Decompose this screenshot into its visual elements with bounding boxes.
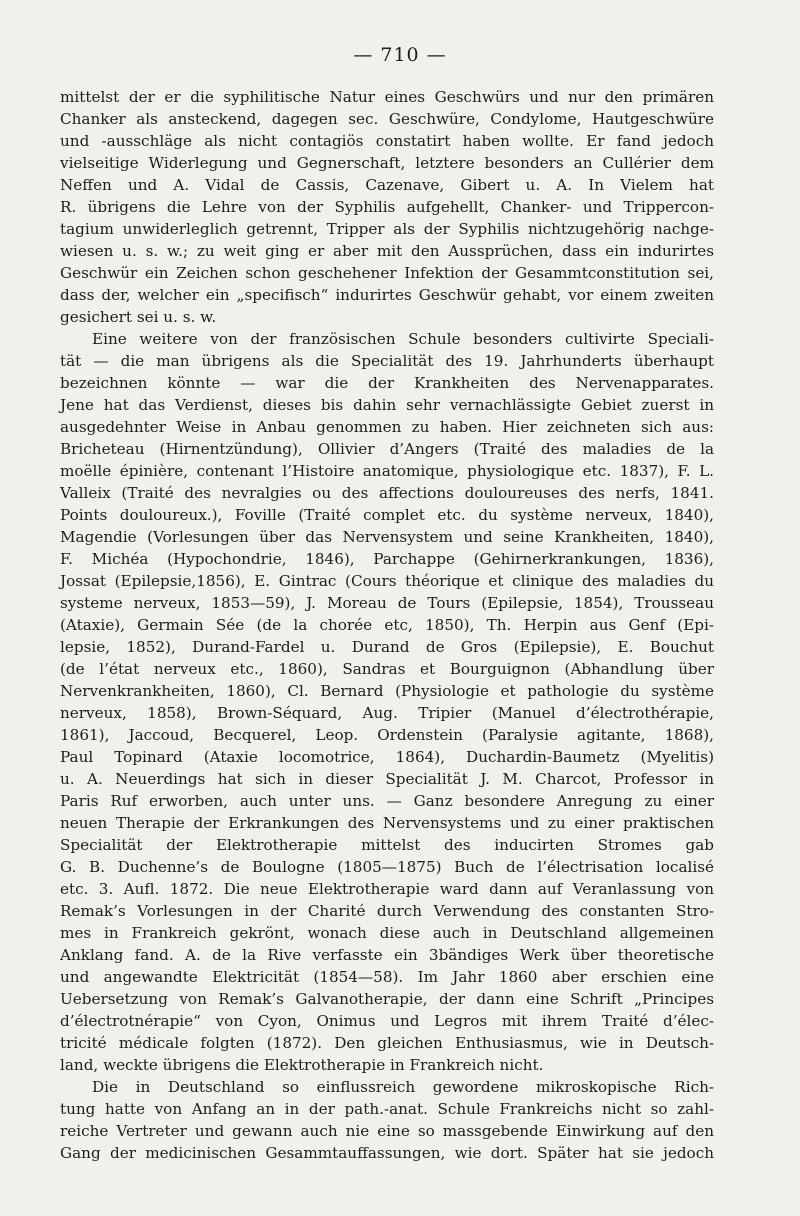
text-line: tagium unwiderleglich getrennt, Tripper als der Syphilis nichtzugehörig nachge- (60, 220, 714, 238)
text-line: mes in Frankreich gekrönt, wonach diese auch in Deutschland allgemeinen (60, 924, 714, 942)
text-line: Anklang fand. A. de la Rive verfasste ein 3bändiges Werk über theoretische (60, 946, 714, 964)
text-line: d’électrotnérapie“ von Cyon, Onimus und Legros mit ihrem Traité d’élec- (60, 1012, 714, 1030)
text-line: reiche Vertreter und gewann auch nie eine so massgebende Einwirkung auf den (60, 1122, 714, 1140)
text-line: 1861), Jaccoud, Becquerel, Leop. Ordenstein (Paralysie agitante, 1868), (60, 726, 714, 744)
text-line: und -ausschläge als nicht contagiös constatirt haben wollte. Er fand jedoch (60, 132, 714, 150)
text-line: moëlle épinière, contenant l’Histoire anatomique, physiologique etc. 1837), F. L. (60, 462, 714, 480)
text-line: Gang der medicinischen Gesammtauffassungen, wie dort. Später hat sie jedoch (60, 1144, 714, 1162)
text-line: Paris Ruf erworben, auch unter uns. — Ganz besondere Anregung zu einer (60, 792, 714, 810)
text-line: Uebersetzung von Remak’s Galvanotherapie, der dann eine Schrift „Principes (60, 990, 714, 1008)
text-line: nerveux, 1858), Brown-Séquard, Aug. Tripier (Manuel d’électrothérapie, (60, 704, 714, 722)
text-line: Bricheteau (Hirnentzündung), Ollivier d’Angers (Traité des maladies de la (60, 440, 714, 458)
text-line: tricité médicale folgten (1872). Den gleichen Enthusiasmus, wie in Deutsch- (60, 1034, 714, 1052)
text-line: Points douloureux.), Foville (Traité complet etc. du système nerveux, 1840), (60, 506, 714, 524)
text-line: mittelst der er die syphilitische Natur eines Geschwürs und nur den primären (60, 88, 714, 106)
text-line: Jossat (Epilepsie,1856), E. Gintrac (Cours théorique et clinique des maladies du (60, 572, 714, 590)
text-line: Jene hat das Verdienst, dieses bis dahin sehr vernachlässigte Gebiet zuerst in (60, 396, 714, 414)
text-line: systeme nerveux, 1853—59), J. Moreau de Tours (Epilepsie, 1854), Trousseau (60, 594, 714, 612)
text-line: F. Michéa (Hypochondrie, 1846), Parchappe (Gehirnerkrankungen, 1836), (60, 550, 714, 568)
text-line: tung hatte von Anfang an in der path.-anat. Schule Frankreichs nicht so zahl- (60, 1100, 714, 1118)
page-number: — 710 — (353, 44, 447, 66)
text-line: Nervenkrankheiten, 1860), Cl. Bernard (Physiologie et pathologie du système (60, 682, 714, 700)
text-line: Eine weitere von der französischen Schule besonders cultivirte Speciali- (92, 330, 714, 348)
text-line: land, weckte übrigens die Elektrotherapie in Frankreich nicht. (60, 1056, 544, 1074)
text-line: Magendie (Vorlesungen über das Nervensystem und seine Krankheiten, 1840), (60, 528, 714, 546)
text-line: Valleix (Traité des nevralgies ou des affections douloureuses des nerfs, 1841. (60, 484, 714, 502)
text-line: bezeichnen könnte — war die der Krankheiten des Nervenapparates. (60, 374, 714, 392)
text-line: Paul Topinard (Ataxie locomotrice, 1864), Duchardin-Baumetz (Myelitis) (60, 748, 714, 766)
text-line: u. A. Neuerdings hat sich in dieser Specialität J. M. Charcot, Professor in (60, 770, 714, 788)
text-line: Geschwür ein Zeichen schon geschehener Infektion der Gesammtconstitution sei, (60, 264, 714, 282)
text-line: tät — die man übrigens als die Specialität des 19. Jahrhunderts überhaupt (60, 352, 714, 370)
text-line: (de l’état nerveux etc., 1860), Sandras et Bourguignon (Abhandlung über (60, 660, 714, 678)
body-text (60, 86, 714, 1164)
text-line: G. B. Duchenne’s de Boulogne (1805—1875) Buch de l’électrisation localisé (60, 858, 714, 876)
text-line: vielseitige Widerlegung und Gegnerschaft, letztere besonders an Cullérier dem (60, 154, 714, 172)
text-line: Chanker als ansteckend, dagegen sec. Geschwüre, Condylome, Hautgeschwüre (60, 110, 714, 128)
text-line: ausgedehnter Weise in Anbau genommen zu haben. Hier zeichneten sich aus: (60, 418, 714, 436)
text-line: dass der, welcher ein „specifisch“ indurirtes Geschwür gehabt, vor einem zweiten (60, 286, 714, 304)
text-line: und angewandte Elektricität (1854—58). Im Jahr 1860 aber erschien eine (60, 968, 714, 986)
text-line: Neffen und A. Vidal de Cassis, Cazenave, Gibert u. A. In Vielem hat (60, 176, 714, 194)
text-line: R. übrigens die Lehre von der Syphilis aufgehellt, Chanker- und Trippercon- (60, 198, 714, 216)
text-line: lepsie, 1852), Durand-Fardel u. Durand de Gros (Epilepsie), E. Bouchut (60, 638, 714, 656)
text-line: (Ataxie), Germain Sée (de la chorée etc, 1850), Th. Herpin aus Genf (Epi- (60, 616, 714, 634)
text-line: Specialität der Elektrotherapie mittelst des inducirten Stromes gab (60, 836, 714, 854)
text-line: Remak’s Vorlesungen in der Charité durch Verwendung des constanten Stro- (60, 902, 714, 920)
text-line: neuen Therapie der Erkrankungen des Nervensystems und zu einer praktischen (60, 814, 714, 832)
text-line: wiesen u. s. w.; zu weit ging er aber mit den Aussprüchen, dass ein indurirtes (60, 242, 714, 260)
text-line: etc. 3. Aufl. 1872. Die neue Elektrotherapie ward dann auf Veranlassung von (60, 880, 714, 898)
text-line: Die in Deutschland so einflussreich gewordene mikroskopische Rich- (92, 1078, 714, 1096)
text-line: gesichert sei u. s. w. (60, 308, 217, 326)
